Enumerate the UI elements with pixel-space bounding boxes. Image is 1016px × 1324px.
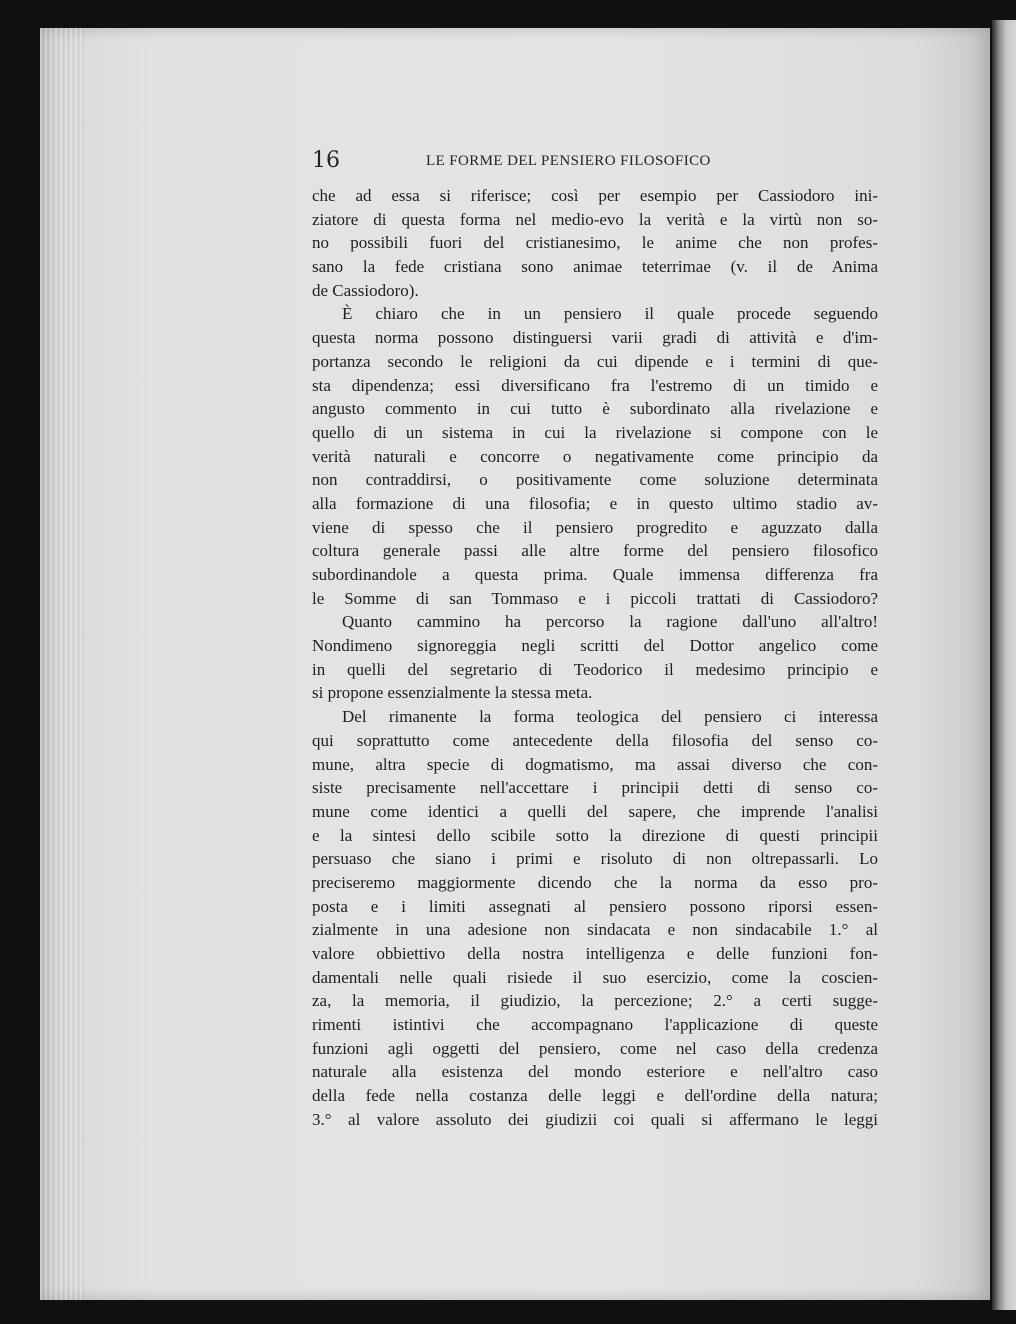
text-line: naturale alla esistenza del mondo esteriore e nell'altro caso (312, 1062, 878, 1082)
text-line: funzioni agli oggetti del pensiero, come nel caso della credenza (312, 1038, 878, 1058)
page-stack-edges (40, 28, 84, 1300)
text-line: che ad essa si riferisce; così per esempio per Cassiodoro ini- (312, 186, 878, 205)
text-line: damentali nelle quali risiede il suo esercizio, come la coscien- (312, 967, 878, 987)
text-line: le Somme di san Tommaso e i piccoli trattati di Cassiodoro? (312, 588, 878, 608)
text-line: mune, altra specie di dogmatismo, ma assai diverso che con- (312, 754, 878, 774)
text-line: ziatore di questa forma nel medio-evo la verità e la virtù non so- (312, 209, 878, 229)
text-line: coltura generale passi alle altre forme del pensiero filosofico (312, 541, 878, 561)
text-line: valore obbiettivo della nostra intelligenza e delle funzioni fon- (312, 944, 878, 963)
text-line: za, la memoria, il giudizio, la percezione; 2.° a certi sugge- (312, 991, 878, 1011)
text-line: subordinandole a questa prima. Quale immensa differenza fra (312, 565, 878, 584)
text-line: posta e i limiti assegnati al pensiero possono riporsi essen- (312, 896, 878, 916)
text-line: sta dipendenza; essi diversificano fra l'estremo di un timido e (312, 375, 878, 395)
text-line: rimenti istintivi che accompagnano l'applicazione di queste (312, 1015, 878, 1035)
text-line: della fede nella costanza delle leggi e dell'ordine della natura; (312, 1086, 878, 1106)
text-line: verità naturali e concorre o negativamente come principio da (312, 446, 878, 466)
text-line: portanza secondo le religioni da cui dipende e i termini di que- (312, 351, 878, 371)
text-line: e la sintesi dello scibile sotto la direzione di questi principii (312, 825, 878, 845)
text-line: questa norma possono distinguersi varii gradi di attività e d'im- (312, 328, 878, 348)
text-line: preciseremo maggiormente dicendo che la norma da esso pro- (312, 872, 878, 892)
text-line: siste precisamente nell'accettare i principii detti di senso co- (312, 778, 878, 798)
text-line: Nondimeno signoreggia negli scritti del Dottor angelico come (312, 636, 878, 656)
adjacent-page-edge (992, 20, 1016, 1310)
text-line: non contraddirsi, o positivamente come soluzione determinata (312, 470, 878, 490)
text-line: de Cassiodoro). (312, 280, 419, 300)
text-line: angusto commento in cui tutto è subordinato alla rivelazione e (312, 399, 878, 419)
running-title: LE FORME DEL PENSIERO FILOSOFICO (426, 153, 711, 169)
text-line: no possibili fuori del cristianesimo, le anime che non profes- (312, 233, 878, 253)
text-line: si propone essenzialmente la stessa meta. (312, 683, 593, 703)
text-line: alla formazione di una filosofia; e in questo ultimo stadio av- (312, 493, 878, 513)
body-text (312, 184, 878, 1132)
page-number: 16 (312, 148, 340, 173)
text-line: mune come identici a quelli del sapere, che imprende l'analisi (312, 801, 878, 821)
text-line: zialmente in una adesione non sindacata e non sindacabile 1.° al (312, 920, 878, 940)
text-line: persuaso che siano i primi e risoluto di non oltrepassarli. Lo (312, 849, 878, 869)
paragraph-start-line: È chiaro che in un pensiero il quale procede seguendo (342, 304, 878, 324)
text-line: quello di un sistema in cui la rivelazione si compone con le (312, 422, 878, 442)
text-line: viene di spesso che il pensiero progredito e aguzzato dalla (312, 517, 878, 537)
paragraph-start-line: Del rimanente la forma teologica del pensiero ci interessa (342, 707, 878, 727)
text-line: 3.° al valore assoluto dei giudizii coi quali si affermano le leggi (312, 1109, 878, 1129)
paragraph-start-line: Quanto cammino ha percorso la ragione dall'uno all'altro! (342, 612, 878, 632)
text-line: qui soprattutto come antecedente della filosofia del senso co- (312, 730, 878, 750)
text-line: sano la fede cristiana sono animae teterrimae (v. il de Anima (312, 257, 878, 277)
text-line: in quelli del segretario di Teodorico il medesimo principio e (312, 659, 878, 679)
page-header (312, 150, 878, 174)
